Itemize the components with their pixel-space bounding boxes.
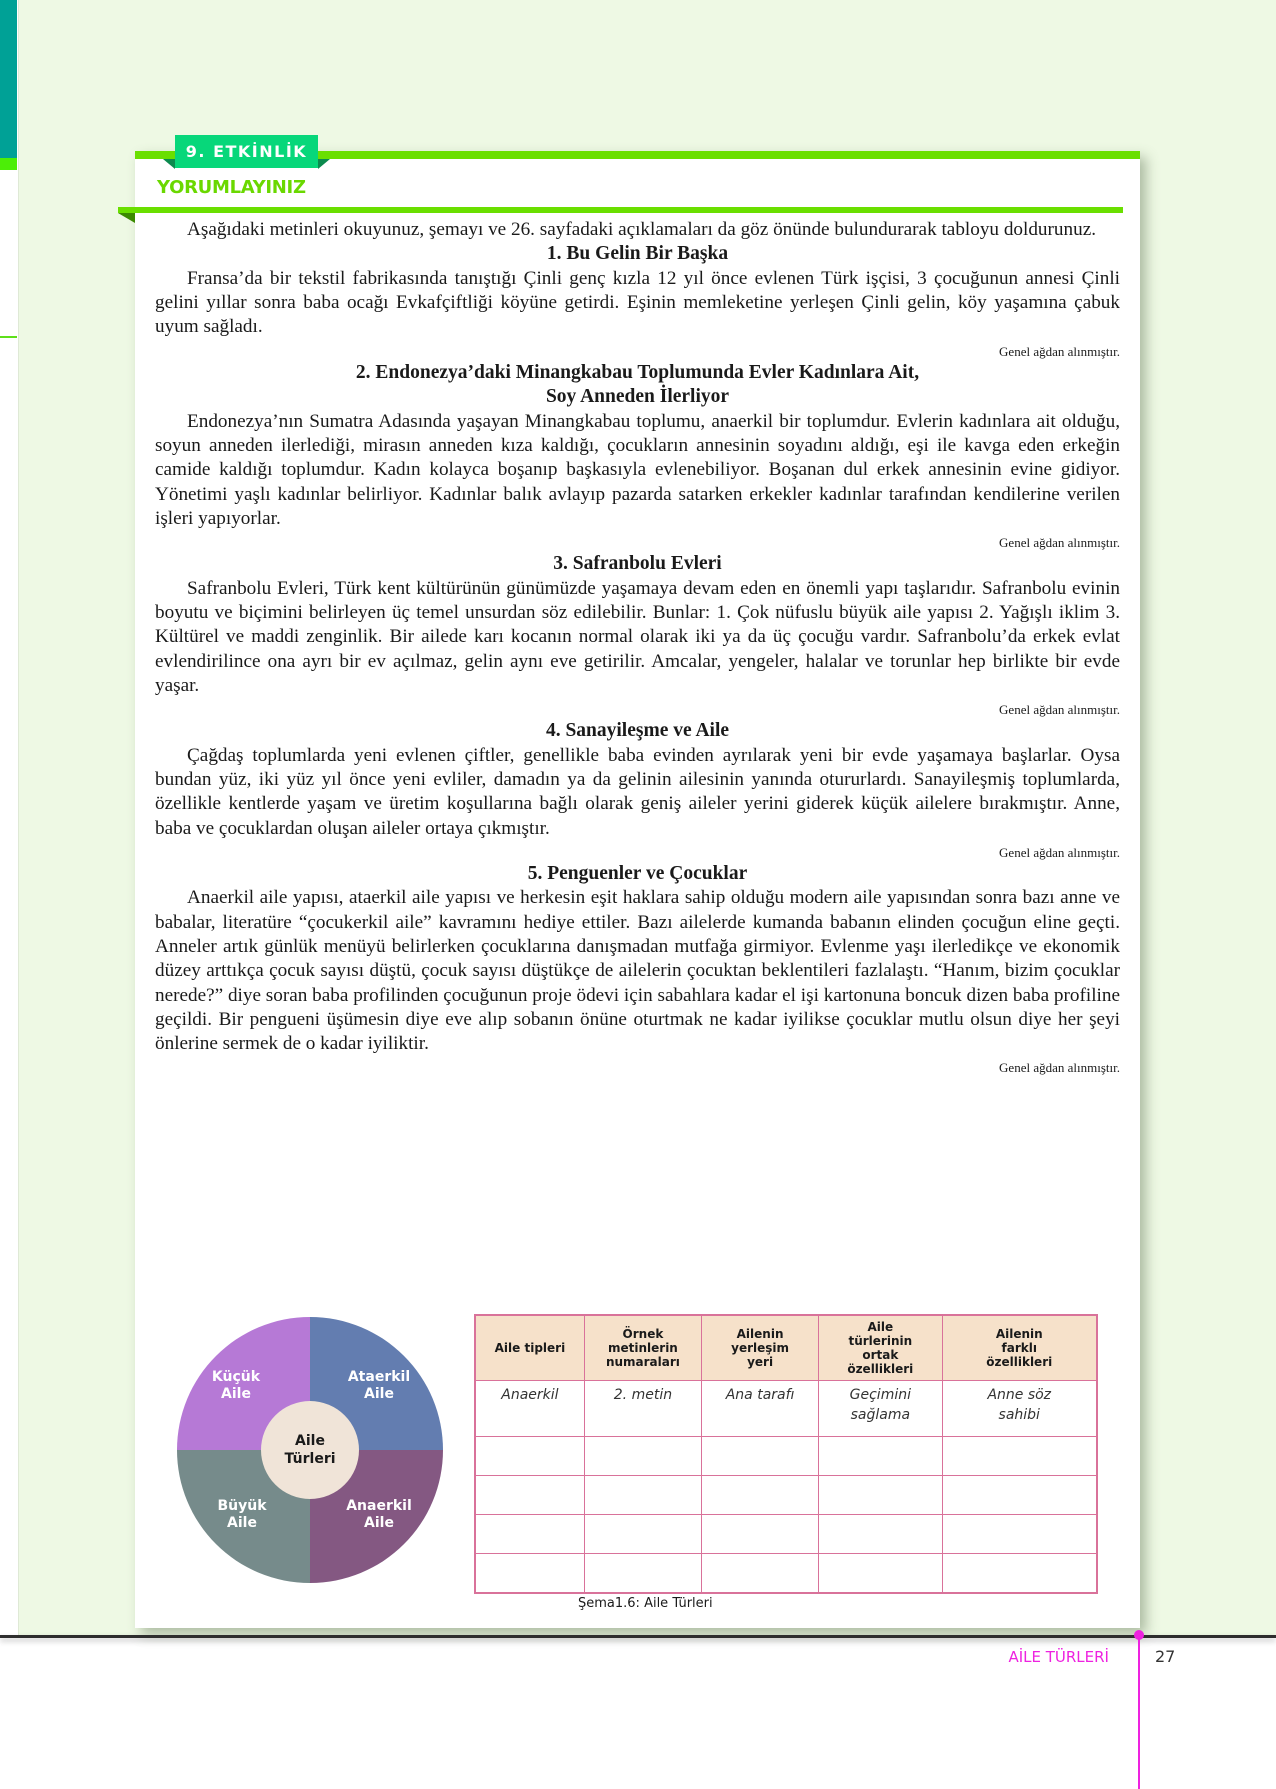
footer-divider-dot xyxy=(1134,1630,1144,1640)
segment-label: Küçük Aile xyxy=(211,1369,261,1402)
empty-cell[interactable] xyxy=(702,1476,819,1515)
text-2-title-line1: 2. Endonezya’daki Minangkabau Toplumunda Evler Kadınlara Ait, xyxy=(355,361,920,383)
text-5-body: Anaerkil aile yapısı, ataerkil aile yapısı ve herkesin eşit haklara sahip olduğu modern aile yapısından sonra bazı anne ve babalar, literatüre “çocukerkil aile” kavramını hediye ettiler. Bazı ailelerde kumanda babanın elinden çocuğun eline geçti. Anneler artık günlük menüyü belirlerken çocuklarına danışmadan mutfağa girmiyor. Evlenme yaşı ilerledikçe ve ekonomik düzey arttıkça çocuk sayısı düştü, çocuk sayısı düştükçe de ailelerin çocuktan beklentileri fazlalaştı. “Hanım, bizim çocuklar nerede?” diye soran baba profilinden çocuğunun proje ödevi için sabahlara kadar el işi kartonuna boncuk dizen baba profiline geçildi. Bir pengueni üşümesin diye eve alıp sobanın önüne oturtmak ne kadar iyilikse çocuklar mutlu olsun diye her şeyi önlerine sermek de o kadar iyiliktir. xyxy=(155,887,1120,1055)
header-farkli-ozellikler: Ailenin farklı özellikleri xyxy=(942,1315,1097,1381)
diagram-circle xyxy=(177,1317,443,1583)
table-row xyxy=(475,1554,1097,1594)
title-underline xyxy=(118,207,1123,213)
diagram-center: Aile Türleri xyxy=(261,1401,359,1499)
text-3-title: 3. Safranbolu Evleri xyxy=(553,553,722,575)
green-side-accent xyxy=(0,158,17,170)
empty-cell[interactable] xyxy=(584,1476,701,1515)
empty-cell[interactable] xyxy=(819,1554,942,1594)
activity-content xyxy=(155,218,1120,1077)
cell-farkli[interactable]: Anne söz sahibi xyxy=(942,1381,1097,1437)
footer-section-title: AİLE TÜRLERİ xyxy=(1008,1648,1109,1666)
text-2-title xyxy=(155,361,1120,410)
empty-cell[interactable] xyxy=(702,1515,819,1554)
table-row xyxy=(475,1515,1097,1554)
text-4-source: Genel ağdan alınmıştır. xyxy=(999,844,1120,860)
text-4-title: 4. Sanayileşme ve Aile xyxy=(545,720,730,742)
text-4-body: Çağdaş toplumlarda yeni evlenen çiftler, genellikle baba evinden ayrılarak yeni bir evde yaşamaya başlarlar. Oysa bundan yüz, iki yüz yıl önce yeni evliler, damadın ya da gelinin ailesinin yanında otururlardı. Sanayileşmiş toplumlarda, özellikle kentlerde yaşam ve üretim koşullarına bağlı olarak geniş aileler yerini giderek küçük ailelere bırakmıştır. Anne, baba ve çocuklardan oluşan aileler ortaya çıkmıştır. xyxy=(155,744,1120,839)
diagram-caption: Şema1.6: Aile Türleri xyxy=(578,1596,713,1611)
tab-fold-left xyxy=(163,159,175,169)
header-ornek-metinler: Örnek metinlerin numaraları xyxy=(584,1315,701,1381)
header-ortak-ozellikler: Aile türlerinin ortak özellikleri xyxy=(819,1315,942,1381)
empty-cell[interactable] xyxy=(942,1515,1097,1554)
text-1-body: Fransa’da bir tekstil fabrikasında tanıştığı Çinli genç kızla 12 yıl önce evlenen Türk işçisi, 3 çocuğunun annesi Çinli gelini yıllar sonra baba ocağı Evkafçiftliği köyüne getirdi. Eşinin memleketine yerleşen Çinli gelin, köy yaşamına çabuk uyum sağladı. xyxy=(155,267,1120,338)
text-1-title: 1. Bu Gelin Bir Başka xyxy=(546,243,729,265)
intro-paragraph: Aşağıdaki metinleri okuyunuz, şemayı ve 26. sayfadaki açıklamaları da göz önünde bulundurarak tabloyu doldurunuz. xyxy=(187,219,1097,240)
activity-tab: 9. ETKİNLİK xyxy=(175,135,318,168)
cell-yerlesim[interactable]: Ana tarafı xyxy=(702,1381,819,1437)
page-number: 27 xyxy=(1155,1647,1176,1666)
empty-cell[interactable] xyxy=(819,1476,942,1515)
page-bottom-rule xyxy=(0,1635,1276,1638)
empty-cell[interactable] xyxy=(475,1554,584,1594)
empty-cell[interactable] xyxy=(942,1437,1097,1476)
text-5-source: Genel ağdan alınmıştır. xyxy=(999,1060,1120,1076)
header-yerlesim-yeri: Ailenin yerleşim yeri xyxy=(702,1315,819,1381)
segment-label: Anaerkil Aile xyxy=(346,1498,412,1531)
text-2-body: Endonezya’nın Sumatra Adasında yaşayan Minangkabau toplumu, anaerkil bir toplumdur. Evlerin kadınlara ait olduğu, soyun anneden ilerlediği, mirasın anneden kıza kaldığı, çocukların annesinin soyadını aldığı, eşi ile kavga eden erkeğin camide kaldığı toplumdur. Kadın kolayca boşanıp başkasıyla evlenebiliyor. Boşanan dul erkek annesinin evine gidiyor. Yönetimi yaşlı kadınlar belirliyor. Kadınlar balık avlayıp pazarda satarken erkekler kadınlar tarafından kendilerine verilen işleri yapıyorlar. xyxy=(155,410,1120,529)
table-header-row xyxy=(475,1315,1097,1381)
empty-cell[interactable] xyxy=(584,1554,701,1594)
teal-side-bar xyxy=(0,0,17,158)
table-row-example xyxy=(475,1381,1097,1437)
header-aile-tipleri: Aile tipleri xyxy=(475,1315,584,1381)
cell-ortak[interactable]: Geçimini sağlama xyxy=(819,1381,942,1437)
empty-cell[interactable] xyxy=(942,1476,1097,1515)
empty-cell[interactable] xyxy=(475,1437,584,1476)
segment-label: Büyük Aile xyxy=(217,1498,267,1531)
family-types-diagram xyxy=(177,1317,443,1583)
empty-cell[interactable] xyxy=(942,1554,1097,1594)
footer-divider xyxy=(1138,1634,1140,1789)
text-5-title: 5. Penguenler ve Çocuklar xyxy=(527,862,748,884)
cell-metin-no[interactable]: 2. metin xyxy=(584,1381,701,1437)
empty-cell[interactable] xyxy=(702,1437,819,1476)
empty-cell[interactable] xyxy=(475,1515,584,1554)
left-margin-strip xyxy=(0,0,19,1636)
empty-cell[interactable] xyxy=(584,1515,701,1554)
cell-aile-tipi[interactable]: Anaerkil xyxy=(475,1381,584,1437)
text-3-body: Safranbolu Evleri, Türk kent kültürünün günümüzde yaşamaya devam eden en önemli yapı taşlarıdır. Safranbolu evinin boyutu ve biçimini belirleyen üç temel unsurdan söz edilebilir. Bunlar: 1. Çok nüfuslu büyük aile yapısı 2. Yağışlı iklim 3. Kültürel ve maddi zenginlik. Bir ailede karı kocanın normal olarak iki ya da üç çocuğu vardır. Safranbolu’da erkek evlat evlendirilince ona ayrı bir ev açılmaz, gelin aynı eve getirilir. Amcalar, yengeler, halalar ve torunlar hep birlikte bir evde yaşar. xyxy=(155,577,1120,696)
table-row xyxy=(475,1437,1097,1476)
green-side-line xyxy=(0,336,17,338)
text-1-source: Genel ağdan alınmıştır. xyxy=(999,343,1120,359)
underline-fold xyxy=(118,213,135,223)
text-2-source: Genel ağdan alınmıştır. xyxy=(999,535,1120,551)
activity-subtitle: YORUMLAYINIZ xyxy=(157,177,306,198)
table-row xyxy=(475,1476,1097,1515)
tab-fold-right xyxy=(318,159,330,169)
empty-cell[interactable] xyxy=(819,1437,942,1476)
empty-cell[interactable] xyxy=(702,1554,819,1594)
segment-label: Ataerkil Aile xyxy=(347,1369,411,1402)
family-types-table xyxy=(474,1314,1098,1594)
empty-cell[interactable] xyxy=(819,1515,942,1554)
text-2-title-line2: Soy Anneden İlerliyor xyxy=(545,386,730,408)
empty-cell[interactable] xyxy=(584,1437,701,1476)
empty-cell[interactable] xyxy=(475,1476,584,1515)
text-3-source: Genel ağdan alınmıştır. xyxy=(999,702,1120,718)
